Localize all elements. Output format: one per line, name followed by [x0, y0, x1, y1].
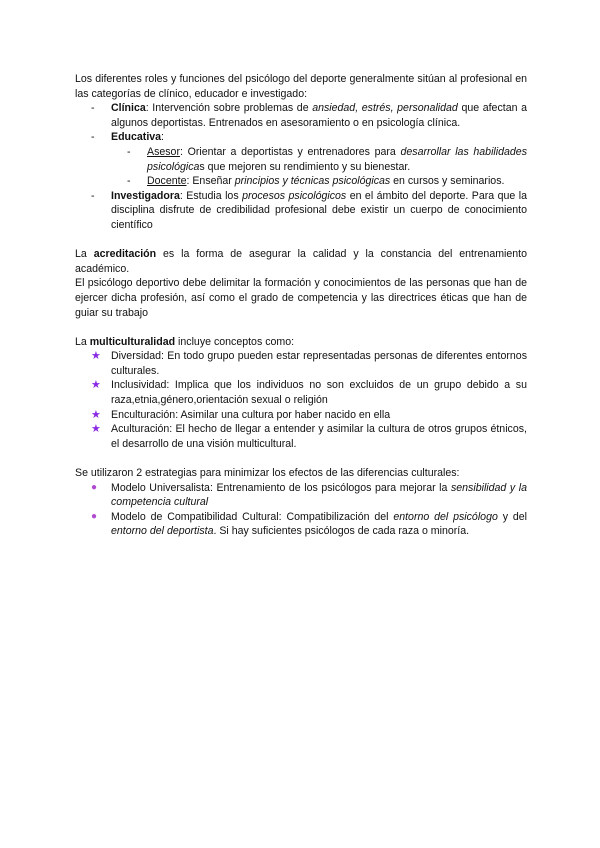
modelo-universalista-text: Modelo Universalista: Entrenamiento de los psicólogos para mejorar la sensibilidad y la competencia cultural	[111, 481, 527, 509]
list-item	[75, 510, 527, 539]
multiculturalidad-paragraph: La multiculturalidad incluye conceptos como:	[75, 335, 295, 348]
list-item-text: Inclusividad: Implica que los individuos no son excluidos de un grupo debido a su raza,etnia,género,orientación sexual o religión	[111, 379, 527, 407]
list-item	[75, 481, 527, 510]
role-asesor-name: Asesor	[147, 145, 180, 158]
star-icon: ★	[91, 423, 101, 436]
dash-marker: -	[91, 189, 95, 202]
list-item	[75, 349, 527, 378]
role-investigadora	[75, 189, 527, 233]
role-clinica-text: Clínica: Intervención sobre problemas de ansiedad, estrés, personalidad que afectan a algunos deportistas. Entrenados en asesoramiento o en psicología clínica.	[111, 102, 527, 129]
star-icon: ★	[91, 350, 101, 363]
star-icon: ★	[91, 408, 101, 421]
intro-paragraph: Los diferentes roles y funciones del psicólogo del deporte generalmente sitúan al profesional en las categorías de clínico, educador e investigado:	[75, 73, 527, 100]
role-investigadora-text: Investigadora: Estudia los procesos psicológicos en el ámbito del deporte. Para que la disciplina disfrute de credibilidad profesional debe existir un cuerpo de conocimiento científico	[111, 189, 527, 231]
bullet-dot-icon: ●	[91, 510, 98, 522]
role-educativa	[75, 130, 527, 145]
role-clinica-name: Clínica	[111, 102, 146, 115]
dash-marker: -	[91, 131, 95, 144]
star-icon: ★	[91, 379, 101, 392]
role-docente	[75, 174, 527, 189]
modelo-compatibilidad-text: Modelo de Compatibilidad Cultural: Compatibilización del entorno del psicólogo y del entorno del deportista. Si hay suficientes psicólogos de cada raza o minoría.	[111, 510, 527, 538]
document-page	[75, 72, 527, 539]
role-investigadora-name: Investigadora	[111, 189, 180, 202]
role-clinica	[75, 101, 527, 130]
role-docente-name: Docente	[147, 175, 187, 188]
multiculturalidad-term: multiculturalidad	[89, 335, 176, 348]
list-item	[75, 408, 527, 423]
role-docente-text: Docente: Enseñar principios y técnicas psicológicas en cursos y seminarios.	[147, 175, 505, 188]
role-asesor	[75, 145, 527, 174]
list-item-text: Aculturación: El hecho de llegar a entender y asimilar la cultura de otros grupos étnicos, el desarrollo de una visión multicultural.	[111, 423, 527, 450]
list-item	[75, 422, 527, 451]
acreditacion-paragraph: La acreditación es la forma de asegurar la calidad y la constancia del entrenamiento académico.	[75, 248, 528, 275]
role-asesor-text: Asesor: Orientar a deportistas y entrenadores para desarrollar las habilidades psicológicas que mejoren su rendimiento y su bienestar.	[147, 145, 527, 173]
list-item	[75, 378, 527, 407]
formacion-paragraph: El psicólogo deportivo debe delimitar la formación y conocimientos de las personas que han de ejercer dicha profesión, así como el grado de competencia y las directrices éticas que han de guiar su trabajo	[75, 277, 527, 319]
dash-marker: -	[91, 102, 95, 115]
estrategias-paragraph: Se utilizaron 2 estrategias para minimizar los efectos de las diferencias culturales:	[75, 467, 460, 480]
dash-marker: -	[127, 145, 131, 158]
bullet-dot-icon: ●	[91, 481, 98, 493]
list-item-text: Diversidad: En todo grupo pueden estar representadas personas de diferentes entornos culturales.	[111, 350, 527, 377]
role-educativa-name: Educativa	[111, 131, 162, 144]
role-educativa-text: Educativa:	[111, 131, 164, 144]
acreditacion-term: acreditación	[93, 248, 157, 261]
dash-marker: -	[127, 175, 131, 188]
list-item-text: Enculturación: Asimilar una cultura por haber nacido en ella	[111, 408, 391, 421]
